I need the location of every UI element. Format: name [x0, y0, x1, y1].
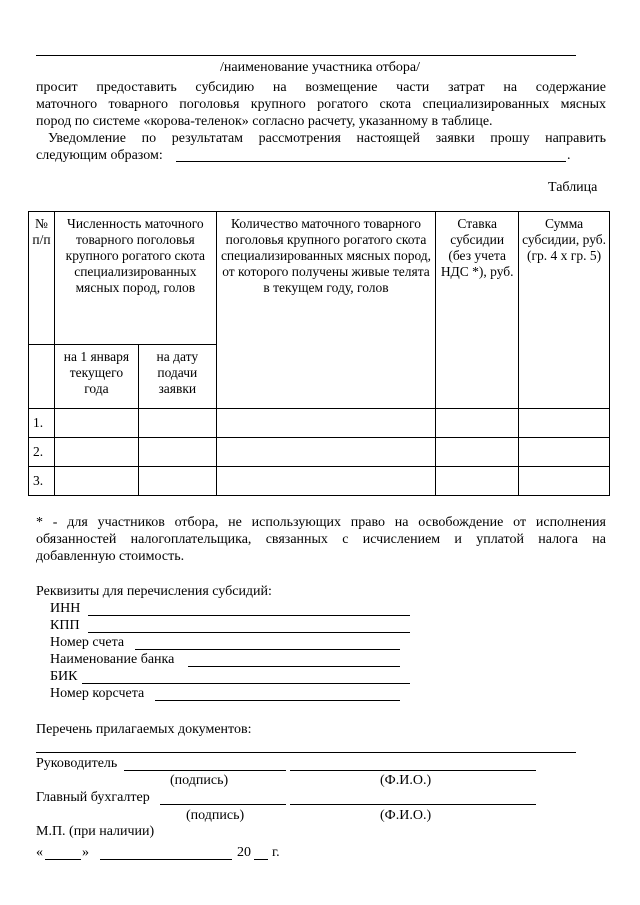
- head-signature-line[interactable]: [124, 770, 286, 771]
- participant-name-line[interactable]: [36, 55, 576, 56]
- bank-label: Наименование банка: [50, 652, 175, 667]
- notice-method-line[interactable]: [176, 161, 566, 162]
- table-row: [29, 438, 610, 467]
- bik-field[interactable]: [82, 683, 410, 684]
- cell-input[interactable]: [519, 438, 610, 467]
- account-label: Номер счета: [50, 635, 125, 650]
- table-row: [29, 409, 610, 438]
- date-year-prefix: 20: [237, 845, 251, 860]
- head-name-caption: (Ф.И.О.): [380, 773, 432, 788]
- kpp-field[interactable]: [88, 632, 410, 633]
- inn-label: ИНН: [50, 601, 81, 616]
- cell-input[interactable]: [436, 467, 519, 496]
- accountant-label: Главный бухгалтер: [36, 790, 150, 805]
- head-sign-caption: (подпись): [170, 773, 229, 788]
- participant-caption: /наименование участника отбора/: [219, 60, 421, 75]
- stamp-label: М.П. (при наличии): [36, 824, 155, 839]
- footnote-line-3: добавленную стоимость.: [36, 549, 185, 564]
- corr-account-label: Номер корсчета: [50, 686, 145, 701]
- footnote-line-2: обязанностей налогоплательщика, связанных с исчислением и уплатой налога на: [36, 532, 606, 547]
- head-label: Руководитель: [36, 756, 118, 771]
- intro-line-2: маточного товарного поголовья крупного рогатого скота специализированных мясных: [36, 97, 606, 112]
- intro-line-1: просит предоставить субсидию на возмещение части затрат на содержание: [36, 80, 606, 95]
- corr-account-field[interactable]: [155, 700, 400, 701]
- footnote-line-1: * - для участников отбора, не использующих право на освобождение от исполнения: [36, 515, 606, 530]
- cell-input[interactable]: [138, 409, 216, 438]
- kpp-label: КПП: [50, 618, 80, 633]
- header-num-empty: [29, 345, 55, 409]
- date-close-quote: »: [82, 845, 89, 860]
- accountant-signature-line[interactable]: [160, 804, 286, 805]
- cell-input[interactable]: [138, 438, 216, 467]
- cell-input[interactable]: [216, 467, 436, 496]
- header-sub-jan: на 1 января текущего года: [54, 345, 138, 409]
- header-calves: Количество маточного товарного поголовья крупного рогатого скота специализированных мясных пород, от которого получены живые телята в текущем году, голов: [216, 212, 436, 409]
- cell-input[interactable]: [54, 467, 138, 496]
- row-number: 1.: [29, 409, 55, 438]
- header-count: Численность маточного товарного поголовья крупного рогатого скота специализированных мясных пород, голов: [54, 212, 216, 345]
- row-number: 2.: [29, 438, 55, 467]
- cell-input[interactable]: [216, 438, 436, 467]
- cell-input[interactable]: [436, 409, 519, 438]
- documents-title: Перечень прилагаемых документов:: [36, 722, 252, 737]
- documents-line[interactable]: [36, 752, 576, 753]
- head-name-line[interactable]: [290, 770, 536, 771]
- header-sum: Сумма субсидии, руб. (гр. 4 х гр. 5): [519, 212, 610, 409]
- header-rate: Ставка субсидии (без учета НДС *), руб.: [436, 212, 519, 409]
- notice-line-2-end: .: [567, 148, 571, 163]
- accountant-name-caption: (Ф.И.О.): [380, 808, 432, 823]
- cell-input[interactable]: [216, 409, 436, 438]
- bank-field[interactable]: [188, 666, 400, 667]
- cell-input[interactable]: [54, 438, 138, 467]
- header-num: № п/п: [29, 212, 55, 345]
- cell-input[interactable]: [519, 409, 610, 438]
- date-day-field[interactable]: [45, 859, 81, 860]
- date-open-quote: «: [36, 845, 43, 860]
- notice-line-2-prefix: следующим образом:: [36, 148, 163, 163]
- date-month-field[interactable]: [100, 859, 232, 860]
- intro-line-3: пород по системе «корова-теленок» согласно расчету, указанному в таблице.: [36, 114, 493, 129]
- date-year-suffix: г.: [272, 845, 280, 860]
- account-field[interactable]: [135, 649, 400, 650]
- requisites-title: Реквизиты для перечисления субсидий:: [36, 584, 272, 599]
- subsidy-table: [28, 211, 610, 496]
- table-row: [29, 467, 610, 496]
- table-caption: Таблица: [548, 180, 598, 195]
- cell-input[interactable]: [138, 467, 216, 496]
- inn-field[interactable]: [88, 615, 410, 616]
- cell-input[interactable]: [436, 438, 519, 467]
- notice-line-1: Уведомление по результатам рассмотрения настоящей заявки прошу направить: [48, 131, 606, 146]
- date-year-field[interactable]: [254, 859, 268, 860]
- accountant-name-line[interactable]: [290, 804, 536, 805]
- row-number: 3.: [29, 467, 55, 496]
- bik-label: БИК: [50, 669, 78, 684]
- accountant-sign-caption: (подпись): [186, 808, 245, 823]
- cell-input[interactable]: [519, 467, 610, 496]
- cell-input[interactable]: [54, 409, 138, 438]
- header-sub-date: на дату подачи заявки: [138, 345, 216, 409]
